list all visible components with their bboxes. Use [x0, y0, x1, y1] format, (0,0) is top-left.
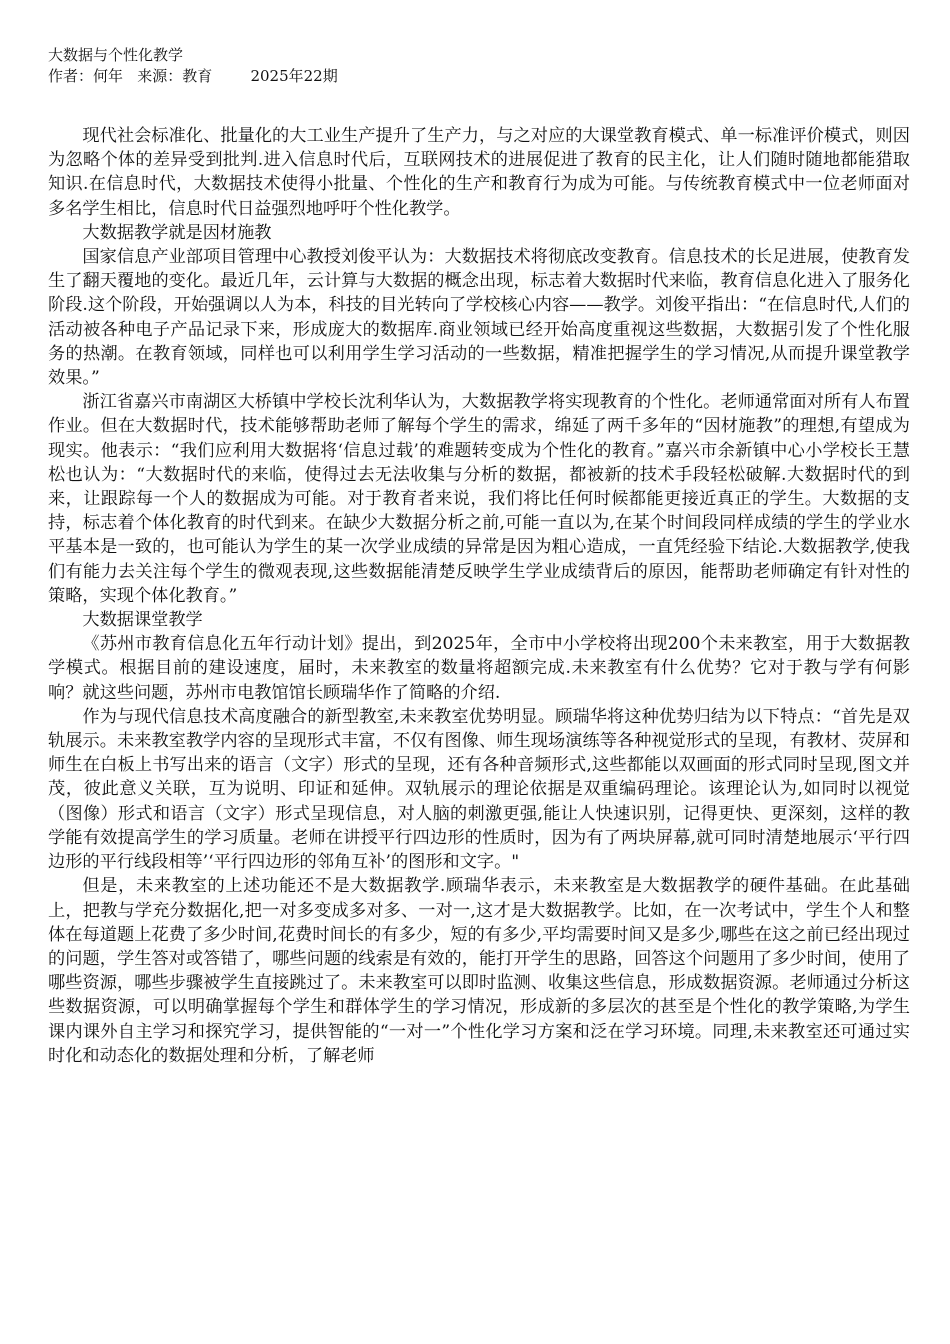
article-byline: 作者：何年 来源：教育 2025年22期 — [48, 67, 338, 85]
document-page — [48, 45, 910, 1068]
header-spacer — [48, 87, 910, 124]
paragraph-shen: 浙江省嘉兴市南湖区大桥镇中学校长沈利华认为，大数据教学将实现教育的个性化。老师通常面对所有人布置作业。但在大数据时代，技术能够帮助老师了解每个学生的需求，绵延了两千多年的“因材施教”的理想,有望成为现实。他表示：“我们应利用大数据将‘信息过载’的难题转变成为个性化的教育。”嘉兴市余新镇中心小学校长王慧松也认为：“大数据时代的来临，使得过去无法收集与分析的数据，都被新的技术手段轻松破解.大数据时代的到来，让跟踪每一个人的数据成为可能。对于教育者来说，我们将比任何时候都能更接近真正的学生。大数据的支持，标志着个体化教育的时代到来。在缺少大数据分析之前,可能一直以为,在某个时间段同样成绩的学生的学业水平基本是一致的，也可能认为学生的某一次学业成绩的异常是因为粗心造成，一直凭经验下结论.大数据教学,使我们有能力去关注每个学生的微观表现,这些数据能清楚反映学生学业成绩背后的原因，能帮助老师确定有针对性的策略，实现个体化教育。” — [48, 392, 910, 606]
section-heading-2: 大数据课堂教学 — [82, 610, 203, 631]
paragraph-future-classroom: 作为与现代信息技术高度融合的新型教室,未来教室优势明显。顾瑞华将这种优势归结为以下特点：“首先是双轨展示。未来教室教学内容的呈现形式丰富，不仅有图像、师生现场演练等各种视觉形式的呈现，有教材、荧屏和师生在白板上书写出来的语言（文字）形式的呈现，还有各种音频形式,这些都能以双画面的形式同时呈现,图文并茂，彼此意义关联，互为说明、印证和延伸。双轨展示的理论依据是双重编码理论。该理论认为,如同时以视觉（图像）形式和语言（文字）形式呈现信息，对人脑的刺激更强,能让人快速识别，记得更快、更深刻，这样的教学能有效提高学生的学习质量。老师在讲授平行四边形的性质时，因为有了两块屏幕,就可同时清楚地展示‘平行四边形的平行线段相等’‘平行四边形的邻角互补’的图形和文字。" — [48, 706, 910, 873]
paragraph-intro: 现代社会标准化、批量化的大工业生产提升了生产力，与之对应的大课堂教育模式、单一标准评价模式，则因为忽略个体的差异受到批判.进入信息时代后，互联网技术的进展促进了教育的民主化，让人们随时随地都能猎取知识.在信息时代，大数据技术使得小批量、个性化的生产和教育行为成为可能。与传统教育模式中一位老师面对多名学生相比，信息时代日益强烈地呼吁个性化教学。 — [48, 126, 910, 219]
paragraph-liu: 国家信息产业部项目管理中心教授刘俊平认为：大数据技术将彻底改变教育。信息技术的长足进展，使教育发生了翻天覆地的变化。最近几年，云计算与大数据的概念出现，标志着大数据时代来临，教育信息化进入了服务化阶段.这个阶段，开始强调以人为本，科技的目光转向了学校核心内容——教学。刘俊平指出：“在信息时代,人们的活动被各种电子产品记录下来，形成庞大的数据库.商业领域已经开始高度重视这些数据，大数据引发了个性化服务的热潮。在教育领域，同样也可以利用学生学习活动的一些数据，精准把握学生的学习情况,从而提升课堂教学效果。” — [48, 247, 910, 389]
article-title: 大数据与个性化教学 — [48, 46, 184, 64]
paragraph-suzhou-plan: 《苏州市教育信息化五年行动计划》提出，到2025年，全市中小学校将出现200个未来教室，用于大数据教学模式。根据目前的建设速度，届时，未来教室的数量将超额完成.未来教室有什么优势？它对于教与学有何影响？就这些问题，苏州市电教馆馆长顾瑞华作了简略的介绍. — [48, 634, 910, 703]
section-heading-1: 大数据教学就是因材施教 — [82, 222, 272, 243]
paragraph-big-data-teaching: 但是，未来教室的上述功能还不是大数据教学.顾瑞华表示，未来教室是大数据教学的硬件基础。在此基础上，把教与学充分数据化,把一对多变成多对多、一对一,这才是大数据教学。比如，在一次考试中，学生个人和整体在每道题上花费了多少时间,花费时间长的有多少，短的有多少,平均需要时间又是多少,哪些在这之前已经出现过的问题，学生答对或答错了，哪些问题的线索是有效的，能打开学生的思路，回答这个问题用了多少时间，使用了哪些资源，哪些步骤被学生直接跳过了。未来教室可以即时监测、收集这些信息，形成数据资源。老师通过分析这些数据资源，可以明确掌握每个学生和群体学生的学习情况，形成新的多层次的甚至是个性化的教学策略,为学生课内课外自主学习和探究学习，提供智能的“一对一”个性化学习方案和泛在学习环境。同理,未来教室还可通过实时化和动态化的数据处理和分析，了解老师 — [48, 876, 910, 1066]
